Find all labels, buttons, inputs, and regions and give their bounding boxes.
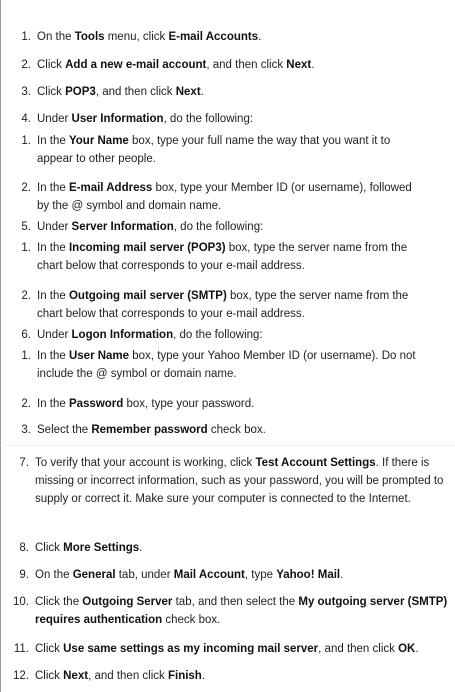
step-text: Under Server Information, do the following: (37, 221, 264, 233)
substep-number: 3. (21, 424, 31, 436)
substep-text: In the User Name box, type your Yahoo Member ID (or username). Do not include the @ symbol or domain name. (37, 350, 416, 380)
step-number: 3. (21, 86, 31, 98)
step-number: 9. (19, 569, 29, 581)
step-text: Click More Settings. (35, 542, 143, 554)
step-number: 5. (21, 221, 31, 233)
substep-number: 1. (21, 350, 31, 362)
substep-text: In the Your Name box, type your full name the way that you want it to appear to other people. (37, 135, 391, 165)
step-number: 12. (13, 670, 29, 682)
step-text: On the Tools menu, click E-mail Accounts. (37, 31, 262, 43)
step-text: Under User Information, do the following: (37, 113, 254, 125)
substep-number: 2. (21, 182, 31, 194)
step-number: 11. (13, 643, 29, 655)
substep-number: 1. (21, 135, 31, 147)
step-number: 10. (13, 596, 29, 608)
step-number: 8. (19, 542, 29, 554)
substep-text: Select the Remember password check box. (37, 424, 266, 436)
step-text: Click Next, and then click Finish. (35, 670, 206, 682)
step-text: To verify that your account is working, click Test Account Settings. If there is missing or incorrect information, such as your password, you will be prompted to supply or correct it. Make sure your computer is connected to the Internet. (35, 457, 444, 505)
step-text: Click Use same settings as my incoming mail server, and then click OK. (35, 643, 419, 655)
substep-text: In the E-mail Address box, type your Member ID (or username), followed by the @ symbol and domain name. (37, 182, 412, 212)
step-text: Click POP3, and then click Next. (37, 86, 204, 98)
step-text: Click Add a new e-mail account, and then click Next. (37, 59, 315, 71)
substep-number: 2. (21, 290, 31, 302)
step-text: On the General tab, under Mail Account, type Yahoo! Mail. (35, 569, 344, 581)
step-text: Under Logon Information, do the following: (37, 329, 263, 341)
step-number: 4. (21, 113, 31, 125)
substep-text: In the Password box, type your password. (37, 398, 255, 410)
substep-number: 2. (21, 398, 31, 410)
substep-text: In the Incoming mail server (POP3) box, type the server name from the chart below that corresponds to your e-mail address. (37, 242, 408, 272)
step-number: 1. (21, 31, 31, 43)
step-number: 2. (21, 59, 31, 71)
substep-number: 1. (21, 242, 31, 254)
step-number: 6. (21, 329, 31, 341)
step-number: 7. (19, 457, 29, 469)
step-text: Click the Outgoing Server tab, and then select the My outgoing server (SMTP) requires authentication check box. (35, 596, 448, 626)
substep-text: In the Outgoing mail server (SMTP) box, type the server name from the chart below that corresponds to your e-mail address. (37, 290, 409, 320)
instructions-panel-bottom (0, 445, 455, 692)
